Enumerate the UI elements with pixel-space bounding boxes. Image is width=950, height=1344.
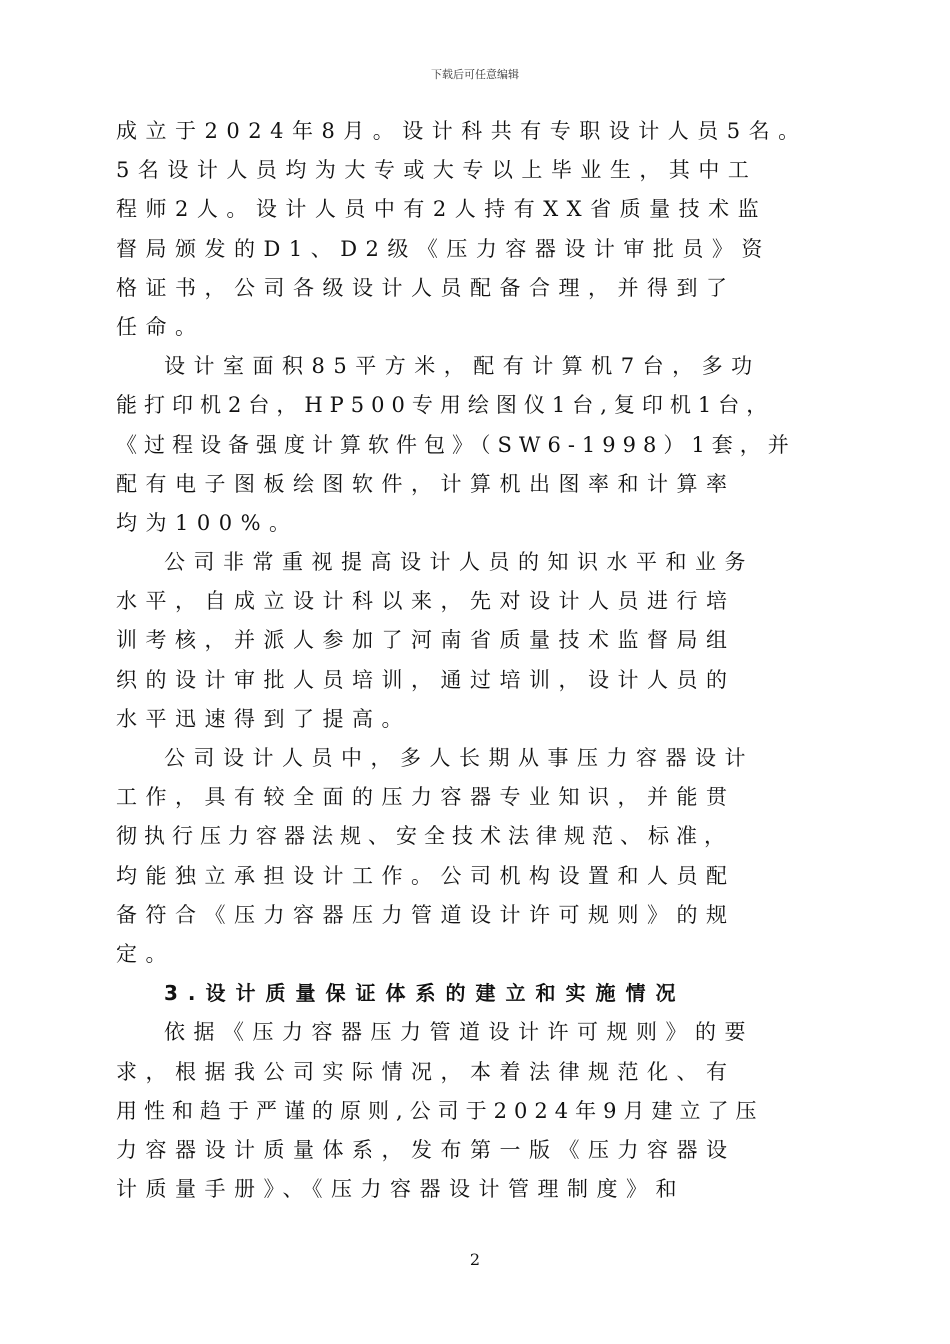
text-line: 力容器设计质量体系，发布第一版《压力容器设: [116, 1137, 736, 1162]
text-line: 程师2人。设计人员中有2人持有XX省质量技术监: [116, 197, 768, 222]
text-line: 备符合《压力容器压力管道设计许可规则》的规: [116, 902, 736, 927]
text-line: 计质量手册》、《压力容器设计管理制度》和: [116, 1177, 685, 1202]
text-line: 均能独立承担设计工作。公司机构设置和人员配: [116, 863, 736, 888]
text-line: 督局颁发的D1、D2级《压力容器设计审批员》资: [116, 236, 771, 261]
text-line: 任命。: [116, 314, 205, 339]
text-line: 彻执行压力容器法规、安全技术法律规范、标准，: [116, 824, 732, 849]
text-line: 求，根据我公司实际情况，本着法律规范化、有: [116, 1059, 736, 1084]
paragraph-start-line: 设计室面积85平方米，配有计算机7台，多功: [164, 354, 761, 379]
text-line: 5名设计人员均为大专或大专以上毕业生，其中工: [116, 158, 758, 183]
text-line: 织的设计审批人员培训，通过培训，设计人员的: [116, 667, 736, 692]
text-line: 配有电子图板绘图软件，计算机出图率和计算率: [116, 471, 736, 496]
page-number: 2: [469, 1250, 481, 1269]
text-line: 水平迅速得到了提高。: [116, 706, 411, 731]
text-line: 用性和趋于严谨的原则,公司于2024年9月建立了压: [116, 1098, 764, 1123]
text-line: 均为100%。: [116, 510, 299, 535]
section-heading: 3.设计质量保证体系的建立和实施情况: [164, 981, 686, 1006]
page-header: 下载后可任意编辑: [431, 68, 519, 81]
text-line: 工作，具有较全面的压力容器专业知识，并能贯: [116, 785, 736, 810]
text-line: 能打印机2台，HP500专用绘图仪1台,复印机1台，: [116, 393, 775, 418]
body-text: [116, 112, 828, 1209]
paragraph-start-line: 公司设计人员中，多人长期从事压力容器设计: [164, 746, 754, 770]
text-line: 训考核，并派人参加了河南省质量技术监督局组: [116, 628, 736, 653]
text-line: 水平，自成立设计科以来，先对设计人员进行培: [116, 589, 736, 614]
paragraph-start-line: 公司非常重视提高设计人员的知识水平和业务: [164, 550, 754, 575]
text-line: 成立于2024年8月。设计科共有专职设计人员5名。: [116, 119, 808, 143]
paragraph-start-line: 依据《压力容器压力管道设计许可规则》的要: [164, 1020, 754, 1045]
text-line: 定。: [116, 941, 175, 966]
text-line: 《过程设备强度计算软件包》（SW6-1998）1套，并: [116, 432, 796, 457]
text-line: 格证书，公司各级设计人员配备合理，并得到了: [116, 275, 736, 300]
